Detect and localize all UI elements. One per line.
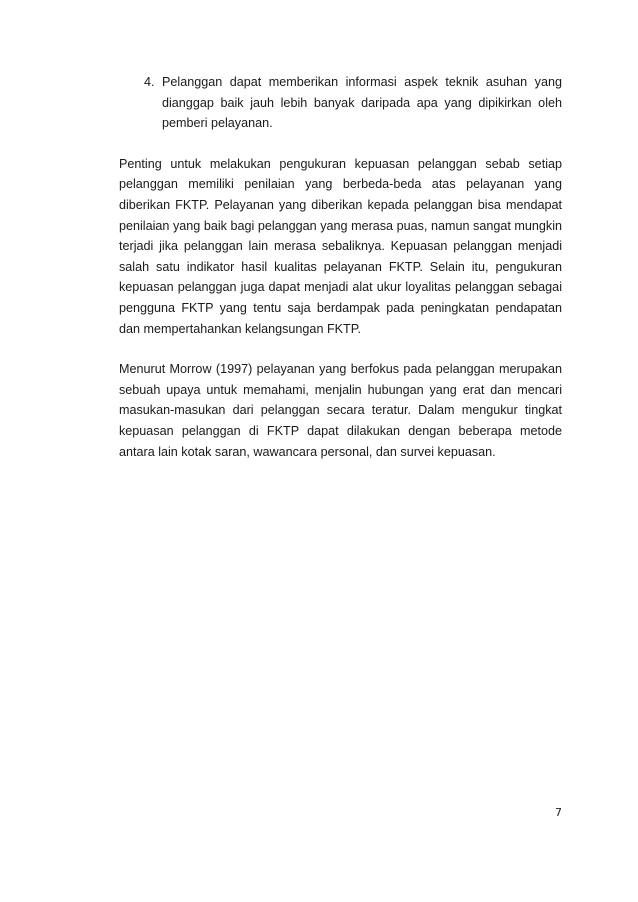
list-item [119,72,562,134]
list-item-text: Pelanggan dapat memberikan informasi aspek teknik asuhan yang dianggap baik jauh lebih banyak daripada apa yang dipikirkan oleh pemberi pelayanan. [162,75,562,131]
paragraph-satisfaction-importance: Penting untuk melakukan pengukuran kepuasan pelanggan sebab setiap pelanggan memiliki penilaian yang berbeda-beda atas pelayanan yang diberikan FKTP. Pelayanan yang diberikan kepada pelanggan bisa mendapat penilaian yang baik bagi pelanggan yang merasa puas, namun sangat mungkin terjadi jika pelanggan lain merasa sebaliknya. Kepuasan pelanggan menjadi salah satu indikator hasil kualitas pelayanan FKTP. Selain itu, pengukuran kepuasan pelanggan juga dapat menjadi alat ukur loyalitas pelanggan sebagai pengguna FKTP yang tentu saja berdampak pada peningkatan pendapatan dan mempertahankan kelangsungan FKTP. [119,156,562,336]
list-item-number: 4. [144,75,155,89]
page-number: 7 [555,806,562,819]
paragraph-morrow: Menurut Morrow (1997) pelayanan yang berfokus pada pelanggan merupakan sebuah upaya untuk memahami, menjalin hubungan yang erat dan mencari masukan-masukan dari pelanggan secara teratur. Dalam mengukur tingkat kepuasan pelanggan di FKTP dapat dilakukan dengan beberapa metode antara lain kotak saran, wawancara personal, dan survei kepuasan. [119,362,562,459]
page-content [119,72,562,482]
